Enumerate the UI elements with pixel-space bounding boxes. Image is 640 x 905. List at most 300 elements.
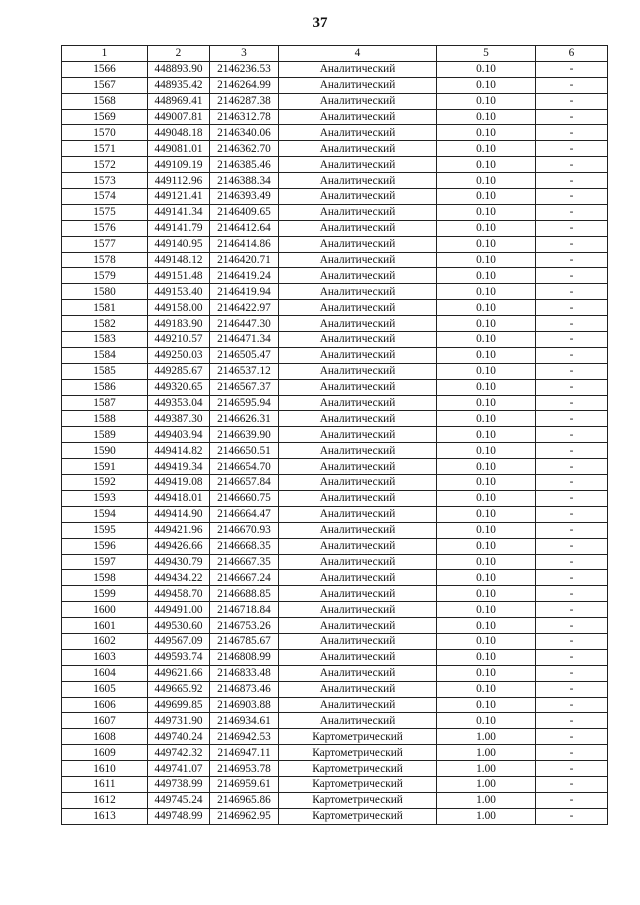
table-cell: 449210.57 <box>148 332 210 348</box>
table-row <box>62 332 608 348</box>
table-cell: - <box>536 618 608 634</box>
table-cell: - <box>536 490 608 506</box>
table-cell: 2146412.64 <box>210 220 279 236</box>
table-cell: Аналитический <box>279 157 437 173</box>
table-cell: Аналитический <box>279 204 437 220</box>
table-row <box>62 776 608 792</box>
table-cell: 2146785.67 <box>210 633 279 649</box>
table-cell: Картометрический <box>279 745 437 761</box>
table-cell: - <box>536 459 608 475</box>
table-cell: 0.10 <box>437 220 536 236</box>
table-cell: 0.10 <box>437 189 536 205</box>
table-cell: 449740.24 <box>148 729 210 745</box>
table-cell: 1585 <box>62 363 148 379</box>
table-cell: Картометрический <box>279 808 437 824</box>
table-cell: 2146567.37 <box>210 379 279 395</box>
table-cell: Картометрический <box>279 729 437 745</box>
table-cell: - <box>536 808 608 824</box>
table-cell: 2146419.24 <box>210 268 279 284</box>
table-cell: 0.10 <box>437 538 536 554</box>
table-cell: Аналитический <box>279 395 437 411</box>
table-cell: 1.00 <box>437 792 536 808</box>
table-row <box>62 284 608 300</box>
table-cell: 1602 <box>62 633 148 649</box>
table-cell: Аналитический <box>279 586 437 602</box>
table-cell: 2146340.06 <box>210 125 279 141</box>
table-cell: - <box>536 268 608 284</box>
table-cell: - <box>536 220 608 236</box>
table-cell: Аналитический <box>279 506 437 522</box>
table-cell: 0.10 <box>437 316 536 332</box>
table-cell: 449414.82 <box>148 443 210 459</box>
table-cell: 0.10 <box>437 649 536 665</box>
table-cell: 1587 <box>62 395 148 411</box>
table-cell: 2146942.53 <box>210 729 279 745</box>
table-cell: 2146667.24 <box>210 570 279 586</box>
table-cell: 449153.40 <box>148 284 210 300</box>
table-cell: 1.00 <box>437 776 536 792</box>
table-cell: 1566 <box>62 61 148 77</box>
table-cell: 449567.09 <box>148 633 210 649</box>
table-cell: Аналитический <box>279 713 437 729</box>
table-cell: 449007.81 <box>148 109 210 125</box>
table-cell: - <box>536 141 608 157</box>
table-cell: 1573 <box>62 173 148 189</box>
table-cell: 1583 <box>62 332 148 348</box>
column-header: 2 <box>148 46 210 62</box>
table-cell: Аналитический <box>279 363 437 379</box>
table-cell: 0.10 <box>437 602 536 618</box>
table-cell: 449434.22 <box>148 570 210 586</box>
table-cell: 449285.67 <box>148 363 210 379</box>
table-cell: 449426.66 <box>148 538 210 554</box>
table-row <box>62 268 608 284</box>
table-cell: 0.10 <box>437 141 536 157</box>
table-cell: 449731.90 <box>148 713 210 729</box>
table-cell: Аналитический <box>279 252 437 268</box>
table-cell: 1578 <box>62 252 148 268</box>
table-cell: 1570 <box>62 125 148 141</box>
table-cell: Аналитический <box>279 649 437 665</box>
table-cell: 2146903.88 <box>210 697 279 713</box>
table-cell: 449421.96 <box>148 522 210 538</box>
table-cell: 0.10 <box>437 697 536 713</box>
table-cell: - <box>536 554 608 570</box>
table-row <box>62 141 608 157</box>
table-row <box>62 506 608 522</box>
table-cell: 1595 <box>62 522 148 538</box>
table-cell: - <box>536 633 608 649</box>
table-cell: - <box>536 77 608 93</box>
table-cell: - <box>536 586 608 602</box>
table-cell: 449048.18 <box>148 125 210 141</box>
table-cell: 0.10 <box>437 570 536 586</box>
table-cell: - <box>536 602 608 618</box>
table-cell: 1607 <box>62 713 148 729</box>
table-cell: Аналитический <box>279 602 437 618</box>
table-cell: 1580 <box>62 284 148 300</box>
table-cell: 449158.00 <box>148 300 210 316</box>
table-cell: 1612 <box>62 792 148 808</box>
table-cell: - <box>536 570 608 586</box>
table-cell: 449621.66 <box>148 665 210 681</box>
table-row <box>62 570 608 586</box>
table-cell: 0.10 <box>437 363 536 379</box>
table-cell: 2146264.99 <box>210 77 279 93</box>
table-cell: - <box>536 443 608 459</box>
table-row <box>62 347 608 363</box>
table-cell: 2146287.38 <box>210 93 279 109</box>
table-cell: 449742.32 <box>148 745 210 761</box>
table-cell: 2146753.26 <box>210 618 279 634</box>
table-cell: Аналитический <box>279 300 437 316</box>
table-cell: 449148.12 <box>148 252 210 268</box>
table-cell: 1601 <box>62 618 148 634</box>
table-row <box>62 395 608 411</box>
table-cell: 2146670.93 <box>210 522 279 538</box>
table-cell: Аналитический <box>279 93 437 109</box>
table-cell: Аналитический <box>279 475 437 491</box>
table-cell: 2146414.86 <box>210 236 279 252</box>
table-cell: - <box>536 792 608 808</box>
table-cell: 2146650.51 <box>210 443 279 459</box>
table-cell: 0.10 <box>437 475 536 491</box>
table-row <box>62 252 608 268</box>
table-cell: 2146626.31 <box>210 411 279 427</box>
table-cell: 1596 <box>62 538 148 554</box>
table-row <box>62 554 608 570</box>
table-cell: - <box>536 173 608 189</box>
table-row <box>62 316 608 332</box>
table-cell: 0.10 <box>437 268 536 284</box>
table-cell: - <box>536 109 608 125</box>
table-cell: 2146236.53 <box>210 61 279 77</box>
table-cell: 2146667.35 <box>210 554 279 570</box>
table-cell: 2146962.95 <box>210 808 279 824</box>
table-cell: 1599 <box>62 586 148 602</box>
table-cell: 449419.08 <box>148 475 210 491</box>
table-cell: 2146388.34 <box>210 173 279 189</box>
table-row <box>62 538 608 554</box>
table-cell: 449530.60 <box>148 618 210 634</box>
table-cell: Картометрический <box>279 776 437 792</box>
table-cell: 449151.48 <box>148 268 210 284</box>
table-row <box>62 77 608 93</box>
table-cell: 0.10 <box>437 332 536 348</box>
table-cell: 0.10 <box>437 77 536 93</box>
table-cell: 449353.04 <box>148 395 210 411</box>
table-cell: 449121.41 <box>148 189 210 205</box>
table-cell: Аналитический <box>279 316 437 332</box>
table-row <box>62 204 608 220</box>
table-cell: Аналитический <box>279 411 437 427</box>
table-cell: 0.10 <box>437 681 536 697</box>
table-cell: 449741.07 <box>148 761 210 777</box>
table-cell: 449745.24 <box>148 792 210 808</box>
table-cell: Аналитический <box>279 459 437 475</box>
table-cell: Аналитический <box>279 681 437 697</box>
table-cell: 1594 <box>62 506 148 522</box>
table-cell: 1603 <box>62 649 148 665</box>
table-cell: 449250.03 <box>148 347 210 363</box>
column-header: 5 <box>437 46 536 62</box>
column-header: 1 <box>62 46 148 62</box>
table-cell: Аналитический <box>279 427 437 443</box>
table-cell: 1600 <box>62 602 148 618</box>
table-cell: 0.10 <box>437 252 536 268</box>
table-cell: 449112.96 <box>148 173 210 189</box>
table-cell: 0.10 <box>437 506 536 522</box>
table-row <box>62 586 608 602</box>
table-cell: 0.10 <box>437 204 536 220</box>
table-cell: 1604 <box>62 665 148 681</box>
table-cell: 449418.01 <box>148 490 210 506</box>
table-cell: 1.00 <box>437 808 536 824</box>
table-row <box>62 808 608 824</box>
table-cell: Аналитический <box>279 220 437 236</box>
table-row <box>62 443 608 459</box>
table-row <box>62 490 608 506</box>
table-cell: Аналитический <box>279 61 437 77</box>
table-cell: Аналитический <box>279 173 437 189</box>
table-cell: 2146833.48 <box>210 665 279 681</box>
table-row <box>62 729 608 745</box>
table-cell: 1598 <box>62 570 148 586</box>
table-cell: Аналитический <box>279 665 437 681</box>
table-cell: - <box>536 649 608 665</box>
table-cell: 0.10 <box>437 411 536 427</box>
table-cell: 1597 <box>62 554 148 570</box>
table-cell: Аналитический <box>279 284 437 300</box>
table-cell: 2146953.78 <box>210 761 279 777</box>
table-cell: - <box>536 411 608 427</box>
table-cell: 1591 <box>62 459 148 475</box>
table-cell: Аналитический <box>279 268 437 284</box>
table-cell: - <box>536 236 608 252</box>
table-cell: 449699.85 <box>148 697 210 713</box>
table-row <box>62 713 608 729</box>
table-row <box>62 665 608 681</box>
table-cell: Аналитический <box>279 538 437 554</box>
table-cell: 449081.01 <box>148 141 210 157</box>
table-cell: 448893.90 <box>148 61 210 77</box>
table-row <box>62 697 608 713</box>
table-cell: 1588 <box>62 411 148 427</box>
table-cell: - <box>536 681 608 697</box>
table-row <box>62 792 608 808</box>
table-cell: 2146718.84 <box>210 602 279 618</box>
table-cell: - <box>536 363 608 379</box>
table-cell: 0.10 <box>437 713 536 729</box>
table-cell: 0.10 <box>437 395 536 411</box>
table-cell: 2146420.71 <box>210 252 279 268</box>
table-cell: 0.10 <box>437 427 536 443</box>
table-cell: Аналитический <box>279 125 437 141</box>
table-cell: 0.10 <box>437 236 536 252</box>
table-cell: 2146537.12 <box>210 363 279 379</box>
table-cell: 0.10 <box>437 586 536 602</box>
table-cell: 1574 <box>62 189 148 205</box>
column-header: 6 <box>536 46 608 62</box>
table-cell: 1568 <box>62 93 148 109</box>
table-cell: Аналитический <box>279 141 437 157</box>
table-cell: 0.10 <box>437 379 536 395</box>
table-cell: 1613 <box>62 808 148 824</box>
table-row <box>62 173 608 189</box>
table-cell: 2146362.70 <box>210 141 279 157</box>
table-cell: - <box>536 189 608 205</box>
table-cell: 1586 <box>62 379 148 395</box>
table-cell: Аналитический <box>279 77 437 93</box>
table-row <box>62 745 608 761</box>
table-row <box>62 649 608 665</box>
table-cell: 1605 <box>62 681 148 697</box>
table-cell: Картометрический <box>279 761 437 777</box>
table-cell: 0.10 <box>437 300 536 316</box>
table-cell: Аналитический <box>279 570 437 586</box>
table-cell: 2146664.47 <box>210 506 279 522</box>
table-cell: 1611 <box>62 776 148 792</box>
table-cell: 449491.00 <box>148 602 210 618</box>
table-cell: 449141.79 <box>148 220 210 236</box>
table-cell: 0.10 <box>437 157 536 173</box>
table-cell: 2146808.99 <box>210 649 279 665</box>
table-row <box>62 633 608 649</box>
table-cell: - <box>536 761 608 777</box>
table-cell: 0.10 <box>437 522 536 538</box>
table-row <box>62 427 608 443</box>
table-cell: 1571 <box>62 141 148 157</box>
table-cell: 449665.92 <box>148 681 210 697</box>
table-cell: 1567 <box>62 77 148 93</box>
table-cell: - <box>536 713 608 729</box>
table-cell: 2146595.94 <box>210 395 279 411</box>
table-cell: 0.10 <box>437 173 536 189</box>
table-cell: 449320.65 <box>148 379 210 395</box>
table-cell: 449387.30 <box>148 411 210 427</box>
table-row <box>62 522 608 538</box>
table-cell: 2146947.11 <box>210 745 279 761</box>
table-cell: Аналитический <box>279 522 437 538</box>
table-row <box>62 363 608 379</box>
table-cell: 1609 <box>62 745 148 761</box>
table-cell: 2146668.35 <box>210 538 279 554</box>
table-cell: 2146654.70 <box>210 459 279 475</box>
table-cell: - <box>536 506 608 522</box>
table-cell: - <box>536 522 608 538</box>
table-cell: Аналитический <box>279 490 437 506</box>
table-cell: 1.00 <box>437 761 536 777</box>
page-number: 37 <box>312 15 328 31</box>
table-cell: Аналитический <box>279 443 437 459</box>
table-cell: 2146660.75 <box>210 490 279 506</box>
table-cell: Аналитический <box>279 347 437 363</box>
table-cell: 449748.99 <box>148 808 210 824</box>
table-row <box>62 459 608 475</box>
table-cell: 2146934.61 <box>210 713 279 729</box>
table-cell: 1606 <box>62 697 148 713</box>
table-cell: Аналитический <box>279 189 437 205</box>
table-row <box>62 61 608 77</box>
table-cell: Картометрический <box>279 792 437 808</box>
table-row <box>62 125 608 141</box>
table-row <box>62 379 608 395</box>
table-cell: - <box>536 125 608 141</box>
table-cell: - <box>536 776 608 792</box>
table-cell: 0.10 <box>437 93 536 109</box>
table-cell: - <box>536 61 608 77</box>
table-cell: 1610 <box>62 761 148 777</box>
table-cell: 449414.90 <box>148 506 210 522</box>
table-cell: 1581 <box>62 300 148 316</box>
table-cell: Аналитический <box>279 697 437 713</box>
table-cell: 1576 <box>62 220 148 236</box>
table-cell: - <box>536 379 608 395</box>
table-cell: - <box>536 395 608 411</box>
table-cell: 1569 <box>62 109 148 125</box>
table-body <box>62 61 608 824</box>
table-cell: 1579 <box>62 268 148 284</box>
table-cell: - <box>536 427 608 443</box>
table-cell: 2146688.85 <box>210 586 279 602</box>
table-row <box>62 411 608 427</box>
column-header: 4 <box>279 46 437 62</box>
table-row <box>62 220 608 236</box>
table-cell: Аналитический <box>279 236 437 252</box>
table-cell: 0.10 <box>437 618 536 634</box>
table-cell: 2146965.86 <box>210 792 279 808</box>
table-cell: - <box>536 300 608 316</box>
table-cell: 449141.34 <box>148 204 210 220</box>
table-cell: 449183.90 <box>148 316 210 332</box>
table-cell: 0.10 <box>437 633 536 649</box>
table-cell: - <box>536 665 608 681</box>
table-cell: 2146873.46 <box>210 681 279 697</box>
table-cell: 0.10 <box>437 665 536 681</box>
table-row <box>62 93 608 109</box>
table-row <box>62 618 608 634</box>
table-cell: - <box>536 347 608 363</box>
table-cell: 1590 <box>62 443 148 459</box>
table-cell: 2146505.47 <box>210 347 279 363</box>
table-row <box>62 761 608 777</box>
table-cell: 2146959.61 <box>210 776 279 792</box>
table-cell: 0.10 <box>437 347 536 363</box>
table-cell: 449403.94 <box>148 427 210 443</box>
table-cell: 1575 <box>62 204 148 220</box>
table-cell: - <box>536 538 608 554</box>
table-row <box>62 681 608 697</box>
table-cell: 1577 <box>62 236 148 252</box>
table-cell: 2146471.34 <box>210 332 279 348</box>
table-cell: - <box>536 204 608 220</box>
table-cell: Аналитический <box>279 618 437 634</box>
table-row <box>62 475 608 491</box>
table-row <box>62 602 608 618</box>
table-cell: - <box>536 157 608 173</box>
table-cell: - <box>536 332 608 348</box>
table-row <box>62 157 608 173</box>
table-cell: - <box>536 316 608 332</box>
table-cell: 448935.42 <box>148 77 210 93</box>
table-cell: - <box>536 475 608 491</box>
table-cell: 2146657.84 <box>210 475 279 491</box>
table-cell: 449140.95 <box>148 236 210 252</box>
table-cell: 1593 <box>62 490 148 506</box>
table-cell: - <box>536 284 608 300</box>
table-cell: 2146312.78 <box>210 109 279 125</box>
table-cell: - <box>536 729 608 745</box>
